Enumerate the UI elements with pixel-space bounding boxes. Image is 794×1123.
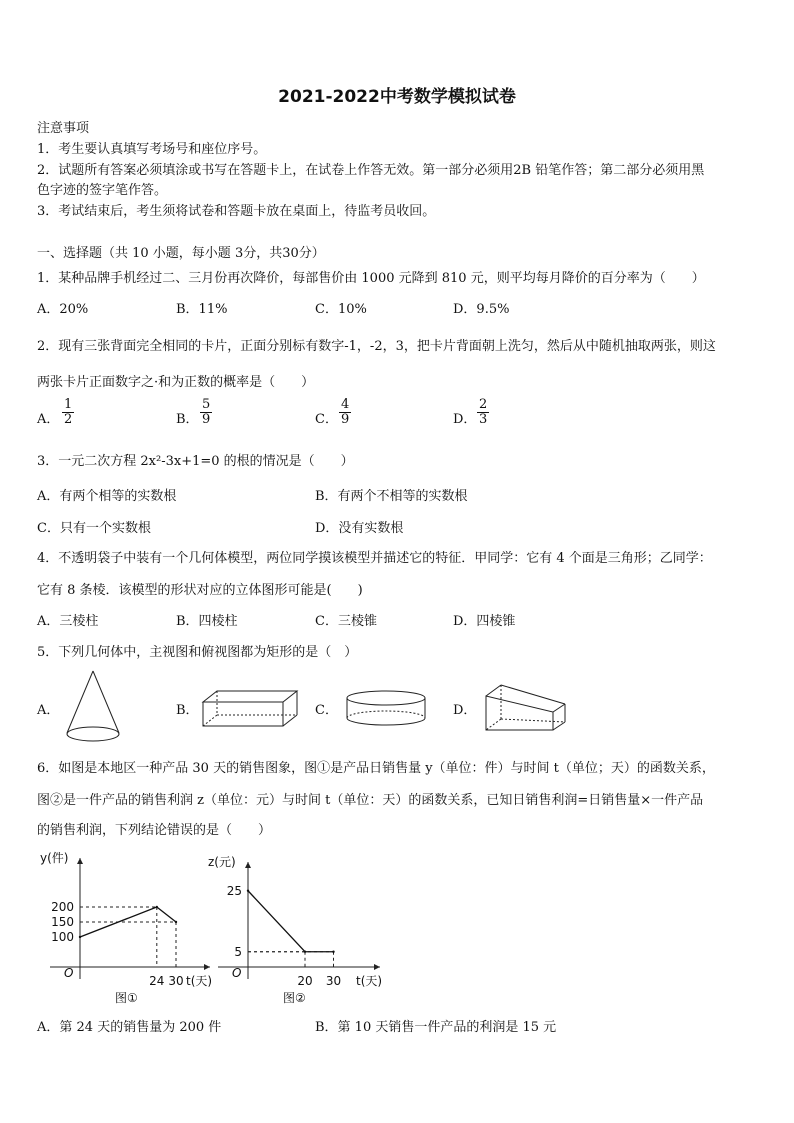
fraction-denominator: 3 (479, 412, 488, 427)
y-tick-label: 25 (226, 883, 242, 898)
question-3-stem: 3．一元二次方程 2x²-3x+1=0 的根的情况是（ ） (37, 454, 354, 469)
q2-option-c[interactable]: C． (315, 412, 338, 427)
q3-option-d[interactable]: D．没有实数根 (315, 521, 404, 536)
y-tick-label: 200 (51, 900, 74, 914)
y-axis-arrow (245, 862, 251, 868)
series-line (248, 891, 334, 952)
q2-option-d[interactable]: D． (453, 412, 477, 427)
notice-item: 3．考试结束后，考生须将试卷和答题卡放在桌面上，待监考员收回。 (37, 204, 436, 219)
section-heading: 一、选择题（共 10 小题，每小题 3分，共30分） (37, 246, 325, 261)
q6-option-a[interactable]: A．第 24 天的销售量为 200 件 (37, 1020, 222, 1035)
fraction-numerator: 4 (341, 397, 350, 412)
x-axis-arrow (374, 964, 380, 970)
q6-option-b[interactable]: B．第 10 天销售一件产品的利润是 15 元 (315, 1020, 557, 1035)
notice-heading: 注意事项 (37, 121, 90, 136)
q4-option-a[interactable]: A．三棱柱 (37, 614, 99, 629)
fraction-denominator: 9 (341, 412, 350, 427)
page-title: 2021-2022中考数学模拟试卷 (278, 87, 516, 107)
data-point (304, 951, 306, 953)
x-axis-label: t(天) (356, 974, 383, 988)
x-tick-label: 30 (168, 974, 184, 988)
x-tick-label: 20 (297, 974, 313, 988)
q1-option-b[interactable]: B．11% (176, 302, 228, 317)
question-6-stem-cont: 的销售利润，下列结论错误的是（ ） (37, 823, 272, 838)
question-2-stem-cont: 两张卡片正面数字之·和为正数的概率是（ ） (37, 375, 315, 390)
notice-item: 1．考生要认真填写考场号和座位序号。 (37, 142, 267, 157)
q5-option-a[interactable]: A． (37, 703, 60, 718)
q3-option-c[interactable]: C．只有一个实数根 (37, 521, 151, 536)
question-2-stem: 2．现有三张背面完全相同的卡片，正面分别标有数字-1，-2，3，把卡片背面朝上洗匀，然后从中随机抽取两张，则这 (37, 339, 716, 354)
y-axis-label: z(元) (208, 855, 236, 869)
data-point (332, 951, 334, 953)
question-6-stem-cont: 图②是一件产品的销售利润 z（单位：元）与时间 t（单位：天）的函数关系，已知日销售利润=日销售量×一件产品 (37, 793, 704, 808)
fraction-denominator: 2 (64, 412, 73, 427)
question-4-stem: 4．不透明袋子中装有一个几何体模型，两位同学摸该模型并描述它的特征．甲同学：它有 4 个面是三角形；乙同学： (37, 551, 712, 566)
y-tick-label: 100 (51, 930, 74, 944)
fraction-numerator: 5 (202, 397, 211, 412)
q3-option-b[interactable]: B．有两个不相等的实数根 (315, 489, 468, 504)
q3-option-a[interactable]: A．有两个相等的实数根 (37, 489, 177, 504)
q5-option-c[interactable]: C． (315, 703, 338, 718)
y-tick-label: 150 (51, 915, 74, 929)
origin-label: O (64, 966, 74, 980)
question-6-stem: 6．如图是本地区一种产品 30 天的销售图象，图①是产品日销售量 y（单位：件）与时间 t（单位；天）的函数关系， (37, 761, 715, 776)
q5-option-d[interactable]: D． (453, 703, 477, 718)
notice-item: 2．试题所有答案必须填涂或书写在答题卡上，在试卷上作答无效。第一部分必须用2B 铅笔作答；第二部分必须用黑 (37, 163, 705, 178)
q4-option-b[interactable]: B．四棱柱 (176, 614, 238, 629)
q1-option-d[interactable]: D．9.5% (453, 302, 510, 317)
question-1-stem: 1．某种品牌手机经过二、三月份再次降价，每部售价由 1000 元降到 810 元，则平均每月降价的百分率为（ ） (37, 271, 705, 286)
x-axis-label: t(天) (186, 974, 213, 988)
q1-option-a[interactable]: A．20% (37, 302, 89, 317)
q1-option-c[interactable]: C．10% (315, 302, 367, 317)
question-4-stem-cont: 它有 8 条棱．该模型的形状对应的立体图形可能是( ) (37, 583, 363, 598)
fraction-numerator: 2 (479, 397, 488, 412)
question-5-stem: 5．下列几何体中，主视图和俯视图都为矩形的是（ ） (37, 645, 358, 660)
y-axis-label: y(件) (40, 851, 69, 865)
figure-caption: 图① (115, 991, 138, 1005)
x-tick-label: 30 (325, 974, 342, 988)
q2-option-a[interactable]: A． (37, 412, 60, 427)
q2-option-b[interactable]: B． (176, 412, 199, 427)
figure-caption: 图② (283, 991, 306, 1005)
fraction-numerator: 1 (64, 397, 73, 412)
x-tick-label: 24 (149, 974, 165, 988)
origin-label: O (232, 966, 242, 980)
y-tick-label: 5 (234, 944, 242, 959)
notice-item: 色字迹的签字笔作答。 (37, 183, 168, 198)
q4-option-d[interactable]: D．四棱锥 (453, 614, 516, 629)
fraction-denominator: 9 (202, 412, 211, 427)
data-point (247, 890, 249, 892)
q5-option-b[interactable]: B． (176, 703, 199, 718)
q4-option-c[interactable]: C．三棱锥 (315, 614, 377, 629)
